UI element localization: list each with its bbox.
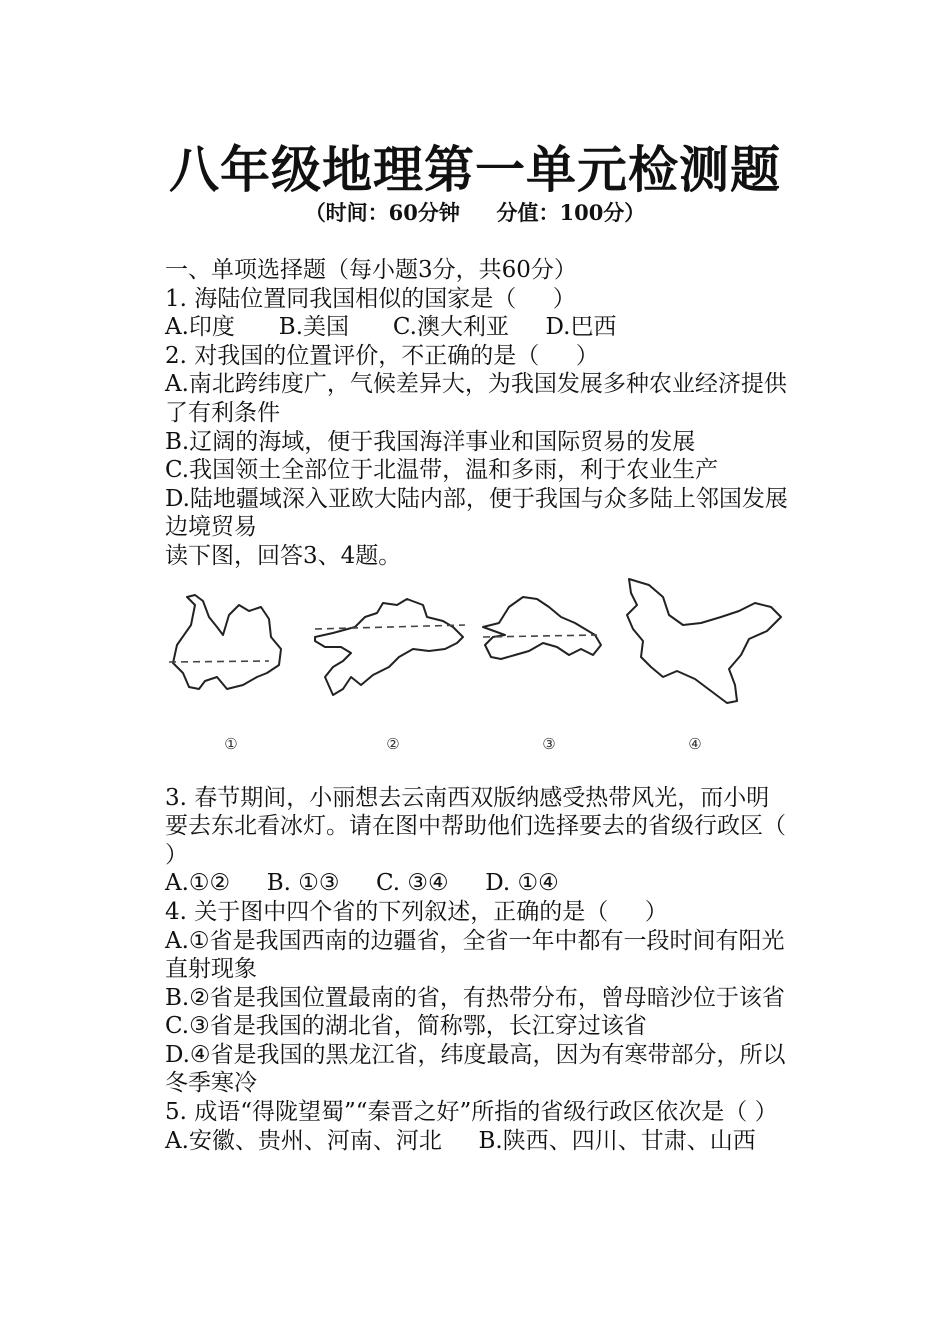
question-1-stem: 1. 海陆位置同我国相似的国家是（ ） [165,285,576,312]
province-1-outline [173,595,281,689]
question-5-options: A.安徽、贵州、河南、河北 B.陕西、四川、甘肃、山西 [165,1127,756,1154]
question-4-option-a: A.①省是我国西南的边疆省，全省一年中都有一段时间有阳光直射现象 [165,927,785,983]
province-3-outline [483,597,601,659]
question-3-stem: 3. 春节期间，小丽想去云南西双版纳感受热带风光，而小明要去东北看冰灯。请在图中帮助他们选择要去的省级行政区（ ） [165,784,786,868]
question-3-options: A.①② B. ①③ C. ③④ D. ①④ [165,870,559,897]
figure-intro: 读下图，回答3、4题。 [165,542,402,569]
province-outlines [165,577,790,767]
province-2-outline [315,599,463,695]
page-title: 八年级地理第一单元检测题 [169,141,781,199]
question-4-option-c: C.③省是我国的湖北省，简称鄂，长江穿过该省 [165,1013,647,1040]
question-2-option-d: D.陆地疆域深入亚欧大陆内部，便于我国与众多陆上邻国发展边境贸易 [165,485,788,541]
page-subtitle: （时间：60分钟 分值：100分） [304,200,646,225]
question-2-option-c: C.我国领土全部位于北温带，温和多雨，利于农业生产 [165,457,719,484]
tropic-line-2 [315,625,465,629]
figure-label-1: ① [224,734,238,753]
figure-label-3: ③ [542,734,556,753]
question-2-stem: 2. 对我国的位置评价，不正确的是（ ） [165,342,599,369]
question-4-option-b: B.②省是我国位置最南的省，有热带分布，曾母暗沙位于该省 [165,984,785,1011]
figure-label-2: ② [386,734,400,753]
question-4-option-d: D.④省是我国的黑龙江省，纬度最高，因为有寒带部分，所以冬季寒冷 [165,1041,786,1097]
question-2-option-b: B.辽阔的海域，便于我国海洋事业和国际贸易的发展 [165,428,696,455]
question-1-options: A.印度 B.美国 C.澳大利亚 D.巴西 [165,314,617,341]
question-5-stem: 5. 成语“得陇望蜀”“秦晋之好”所指的省级行政区依次是（ ） [165,1099,778,1126]
exam-body [165,256,790,1155]
question-2-option-a: A.南北跨纬度广，气候差异大，为我国发展多种农业经济提供了有利条件 [165,371,787,426]
question-4-stem: 4. 关于图中四个省的下列叙述，正确的是（ ） [165,898,668,925]
province-outline-figure [165,577,790,767]
section-heading: 一、单项选择题（每小题3分，共60分） [165,257,577,283]
figure-label-4: ④ [688,734,702,753]
tropic-line-1 [169,661,269,662]
province-4-outline [627,579,781,703]
